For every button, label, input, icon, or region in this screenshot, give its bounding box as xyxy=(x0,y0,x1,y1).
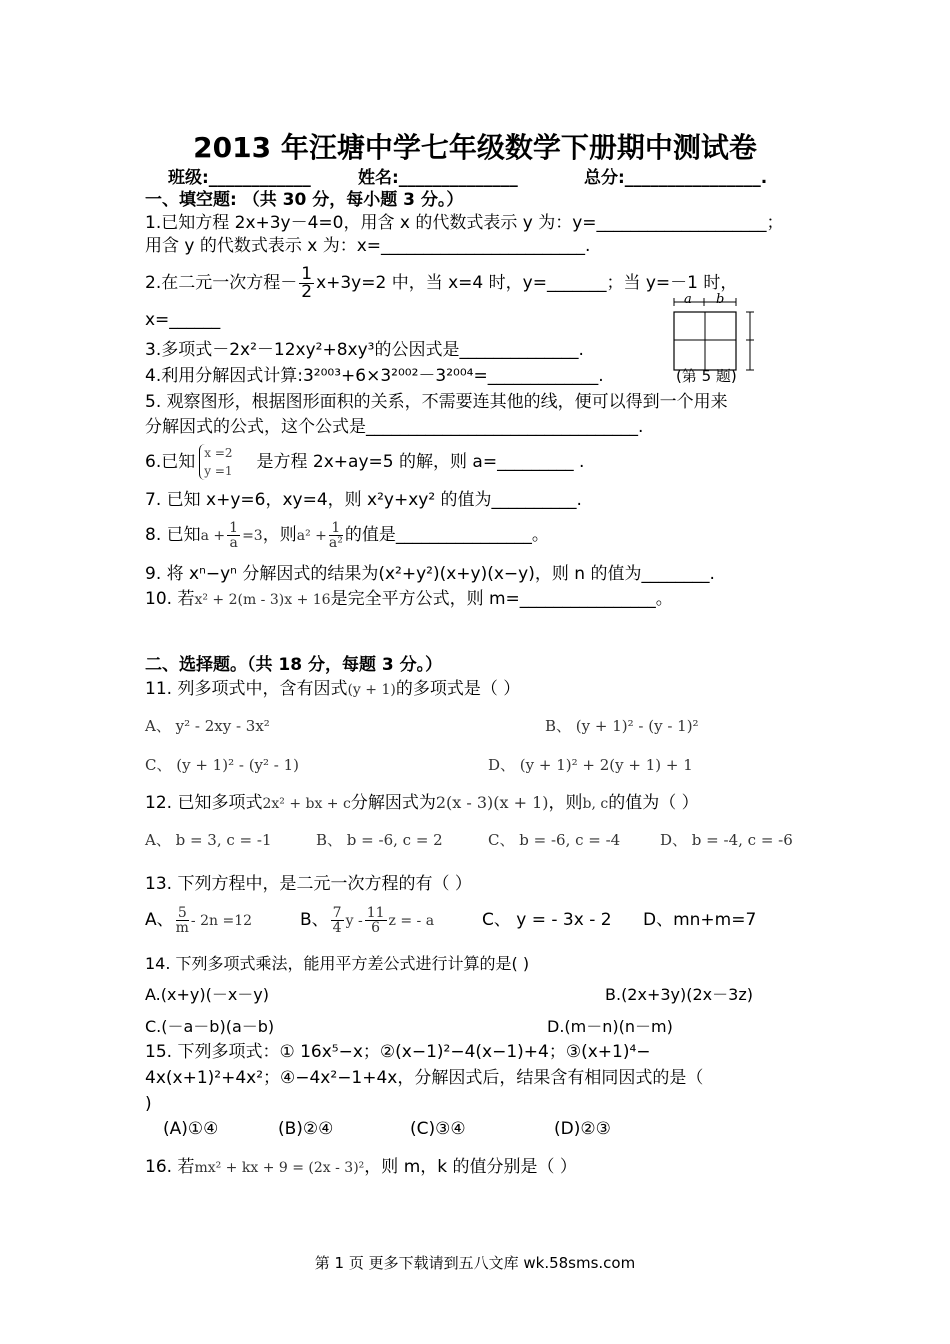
q15-option-d: (D)②③ xyxy=(554,1119,611,1139)
q13a-num: 5 xyxy=(176,906,189,921)
q13b-num1: 7 xyxy=(332,904,342,921)
fraction-1-over-a xyxy=(227,521,240,550)
q16-math: mx² + kx + 9 = (2x - 3)² xyxy=(194,1160,365,1176)
q6-suffix: 是方程 2x+ay=5 的解，则 a=_________ . xyxy=(256,452,585,472)
q14-option-c: C.(－a－b)(a－b) xyxy=(145,1017,275,1036)
question-5b: 分解因式的公式，这个公式是________________________________. xyxy=(145,417,644,437)
fraction-1-over-a2 xyxy=(329,521,343,550)
fraction-half xyxy=(299,263,314,302)
q12-option-b: B、 b = -6, c = 2 xyxy=(316,831,443,849)
q8-f2-num: 1 xyxy=(329,521,343,536)
q13a-den: m xyxy=(175,919,189,936)
q8-suffix: 的值是________________。 xyxy=(344,525,549,545)
q14-option-d: D.(m－n)(n－m) xyxy=(547,1017,673,1036)
q8-mid: ，则 xyxy=(262,525,297,545)
q13b-den2: 6 xyxy=(371,919,381,936)
q11-suffix: 的多项式是（ ） xyxy=(395,679,521,699)
q11-option-a: A、 y² - 2xy - 3x² xyxy=(145,717,270,735)
q8-math-2: =3 xyxy=(242,528,263,544)
q14-option-a: A.(x+y)(－x－y) xyxy=(145,985,270,1004)
fraction-11-over-6 xyxy=(365,906,387,935)
question-1b: 用含 y 的代数式表示 x 为：x=________________________. xyxy=(145,236,591,256)
question-12 xyxy=(145,793,699,814)
question-2b: x=______ xyxy=(145,310,221,330)
q13b-rest: z = - a xyxy=(388,913,435,929)
question-10 xyxy=(145,589,673,610)
question-2 xyxy=(145,264,737,302)
q6-prefix: 6.已知 xyxy=(145,452,196,472)
q11-option-d: D、 (y + 1)² + 2(y + 1) + 1 xyxy=(488,756,693,774)
q13b-den1: 4 xyxy=(332,919,342,936)
fraction-5-over-m xyxy=(176,906,189,935)
q8-math-1: a + xyxy=(200,528,226,544)
q8-f1-num: 1 xyxy=(229,519,239,536)
q2-numerator: 1 xyxy=(301,263,313,284)
section1-heading: 一、填空题: （共 30 分，每小题 3 分。） xyxy=(145,190,464,210)
q12-option-a: A、 b = 3, c = -1 xyxy=(145,831,272,849)
q13a-label: A、 xyxy=(145,910,174,930)
question-15b: 4x(x+1)²+4x²；④−4x²−1+4x，分解因式后，结果含有相同因式的是（ xyxy=(145,1068,704,1088)
q12-math-1: 2x² + bx + c xyxy=(262,796,351,812)
q13-option-d: D、mn+m=7 xyxy=(643,910,757,930)
q15-option-a: (A)①④ xyxy=(163,1119,219,1139)
q12-option-c: C、 b = -6, c = -4 xyxy=(488,831,621,849)
q8-prefix: 8. 已知 xyxy=(145,525,201,545)
q13a-rest: - 2n =12 xyxy=(190,913,253,929)
q12-math-3: b, c xyxy=(582,796,609,812)
q10-suffix: 是完全平方公式，则 m=________________。 xyxy=(330,589,673,609)
fig-label-b: b xyxy=(716,292,725,307)
question-4: 4.利用分解因式计算:3²⁰⁰³+6×3²⁰⁰²－3²⁰⁰⁴=_____________. xyxy=(145,366,604,386)
score-field: 总分:________________. xyxy=(584,168,768,188)
equation-system xyxy=(199,444,232,480)
q10-math: x² + 2(m - 3)x + 16 xyxy=(194,592,331,608)
q12-math-2: 2(x - 3)(x + 1) xyxy=(435,793,549,812)
q12-suffix: 的值为（ ） xyxy=(608,793,699,813)
q13-option-c: C、 y = - 3x - 2 xyxy=(482,910,612,930)
q13b-label: B、 xyxy=(300,910,329,930)
q16-prefix: 16. 若 xyxy=(145,1157,195,1177)
question-6 xyxy=(145,440,584,484)
class-field: 班级:____________ xyxy=(168,168,311,188)
q2-suffix: x+3y=2 中，当 x=4 时，y=_______；当 y=－1 时， xyxy=(316,273,738,293)
q2-denominator: 2 xyxy=(301,281,313,302)
q12-mid2: ，则 xyxy=(548,793,583,813)
q11-option-c: C、 (y + 1)² - (y² - 1) xyxy=(145,756,300,774)
q11-prefix: 11. 列多项式中，含有因式 xyxy=(145,679,348,699)
q8-math-3: a² + xyxy=(296,528,327,544)
question-5a: 5. 观察图形，根据图形面积的关系，不需要连其他的线，便可以得到一个用来 xyxy=(145,392,728,412)
q14-option-b: B.(2x+3y)(2x－3z) xyxy=(605,985,753,1004)
q11-option-b: B、 (y + 1)² - (y - 1)² xyxy=(545,717,699,735)
q8-f1-den: a xyxy=(229,534,238,551)
q11-math: (y + 1) xyxy=(347,682,396,698)
name-field: 姓名:______________ xyxy=(358,168,518,188)
q2-prefix: 2.在二元一次方程－ xyxy=(145,273,298,293)
q12-mid: 分解因式为 xyxy=(350,793,436,813)
q12-option-d: D、 b = -4, c = -6 xyxy=(660,831,793,849)
q15-option-b: (B)②④ xyxy=(278,1119,334,1139)
question-8 xyxy=(145,514,549,557)
q13b-mid: y - xyxy=(345,913,363,929)
q10-prefix: 10. 若 xyxy=(145,589,195,609)
question-7: 7. 已知 x+y=6，xy=4，则 x²y+xy² 的值为__________. xyxy=(145,490,582,510)
q13-option-a xyxy=(145,898,252,943)
q12-prefix: 12. 已知多项式 xyxy=(145,793,263,813)
question-11 xyxy=(145,679,520,700)
system-line-1: x =2 xyxy=(204,446,233,460)
question-1a: 1.已知方程 2x+3y－4=0，用含 x 的代数式表示 y 为：y=____________________； xyxy=(145,213,784,233)
q8-f2-den: a² xyxy=(328,534,343,551)
fraction-7-over-4 xyxy=(331,906,344,935)
page-footer: 第 1 页 更多下载请到五八文库 wk.58sms.com xyxy=(314,1254,636,1272)
fig-label-a: a xyxy=(684,292,692,307)
question-15c: ) xyxy=(145,1094,152,1114)
question-9: 9. 将 xⁿ−yⁿ 分解因式的结果为(x²+y²)(x+y)(x−y)，则 n 的值为________. xyxy=(145,564,715,584)
q13b-num2: 11 xyxy=(366,904,385,921)
section2-heading: 二、选择题。（共 18 分，每题 3 分。） xyxy=(145,655,443,675)
question-16 xyxy=(145,1157,577,1178)
question-13: 13. 下列方程中，是二元一次方程的有（ ） xyxy=(145,874,472,894)
page-title: 2013 年汪塘中学七年级数学下册期中测试卷 xyxy=(193,131,757,164)
q13-option-b xyxy=(300,898,434,943)
system-line-2: y =1 xyxy=(204,464,233,478)
q15-option-c: (C)③④ xyxy=(410,1119,466,1139)
question-3: 3.多项式－2x²－12xy²+8xy³的公因式是______________. xyxy=(145,340,584,360)
figure-caption: (第 5 题) xyxy=(676,367,737,385)
question-14: 14. 下列多项式乘法，能用平方差公式进行计算的是( ) xyxy=(145,954,530,973)
question-15a: 15. 下列多项式：① 16x⁵−x；②(x−1)²−4(x−1)+4；③(x+1)⁴− xyxy=(145,1042,651,1062)
q16-suffix: ，则 m，k 的值分别是（ ） xyxy=(364,1157,577,1177)
